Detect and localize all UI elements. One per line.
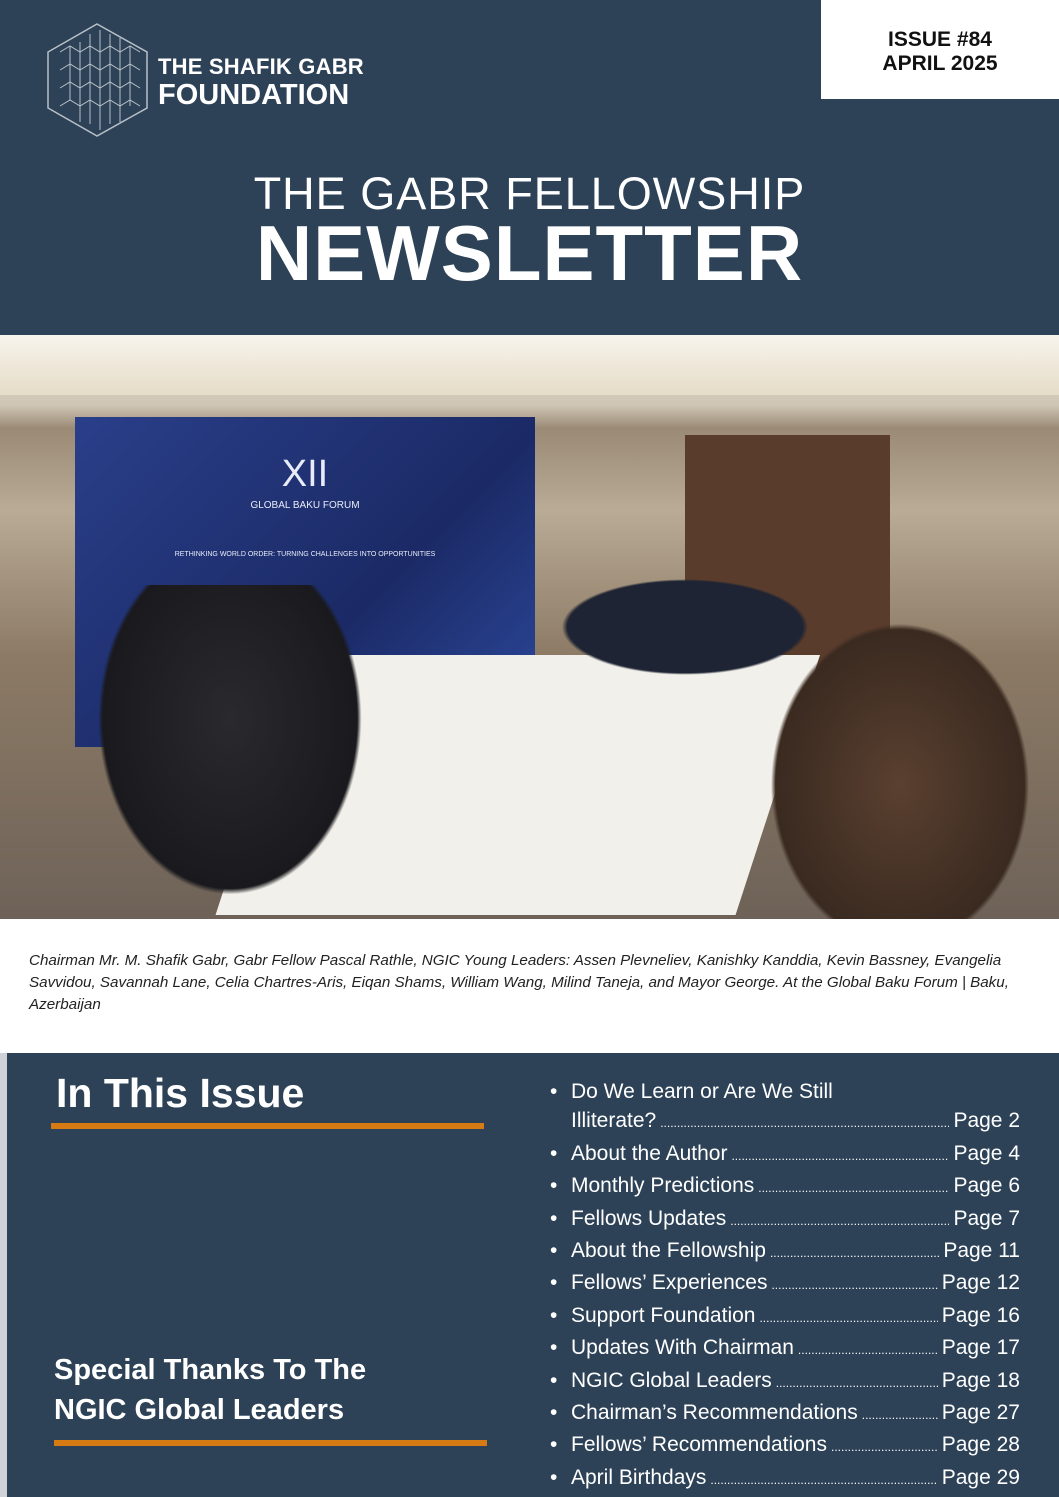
leader-dots <box>798 1336 938 1365</box>
leader-dots <box>710 1466 937 1495</box>
leader-dots <box>831 1433 938 1462</box>
leader-dots <box>730 1207 949 1236</box>
toc-item[interactable] <box>550 1077 1020 1139</box>
toc-item[interactable] <box>550 1139 1020 1171</box>
foundation-logo-icon <box>45 22 150 138</box>
thanks-underline <box>54 1440 487 1446</box>
toc-item-title: • About the Fellowship <box>571 1239 766 1263</box>
thanks-line1: Special Thanks To The <box>54 1354 367 1386</box>
toc-item[interactable] <box>550 1463 1020 1495</box>
toc-item-title-prefix: • Do We Learn or Are We Still <box>571 1080 833 1103</box>
leader-dots <box>731 1142 949 1171</box>
leader-dots <box>660 1109 949 1138</box>
toc-item[interactable] <box>550 1398 1020 1430</box>
toc-item-page: Page 12 <box>941 1271 1020 1295</box>
toc-item-page: Page 2 <box>953 1109 1020 1133</box>
newsletter-title: NEWSLETTER <box>255 209 804 297</box>
leader-dots <box>771 1271 937 1300</box>
toc-item-title: • Fellows Updates <box>571 1206 727 1230</box>
toc-item-title: • Chairman’s Recommendations <box>571 1401 858 1425</box>
toc-item-title: • Monthly Predictions <box>571 1174 755 1198</box>
toc-item[interactable] <box>550 1333 1020 1365</box>
toc-item-page: Page 7 <box>953 1206 1020 1230</box>
toc-item[interactable] <box>550 1430 1020 1462</box>
toc-item-title: • About the Author <box>571 1141 728 1165</box>
ceiling-light <box>0 335 1059 395</box>
heading-underline <box>51 1123 484 1129</box>
toc-item-page: Page 17 <box>941 1336 1020 1360</box>
toc-item-page: Page 11 <box>943 1239 1020 1263</box>
brand-line1: THE SHAFIK GABR <box>158 54 364 79</box>
special-thanks <box>54 1350 366 1430</box>
toc-item-page: Page 28 <box>941 1433 1020 1457</box>
issue-number: ISSUE #84 <box>888 28 992 51</box>
toc-item[interactable] <box>550 1301 1020 1333</box>
cover-photo <box>0 335 1059 919</box>
banner-roman: XII <box>281 453 329 495</box>
toc-item-title: • Updates With Chairman <box>571 1336 794 1360</box>
leader-dots <box>758 1174 949 1203</box>
banner-forum: GLOBAL BAKU FORUM <box>250 500 360 511</box>
toc-item-title: • NGIC Global Leaders <box>571 1368 772 1392</box>
toc-item[interactable] <box>550 1366 1020 1398</box>
toc-item-page: Page 4 <box>953 1141 1020 1165</box>
leader-dots <box>776 1369 938 1398</box>
leader-dots <box>759 1304 937 1333</box>
leader-dots <box>770 1239 939 1268</box>
brand-line2: FOUNDATION <box>158 79 350 111</box>
toc-item[interactable] <box>550 1171 1020 1203</box>
issue-date: APRIL 2025 <box>882 52 998 75</box>
toc-item-title: Illiterate? <box>571 1109 657 1133</box>
leader-dots <box>862 1401 938 1430</box>
header <box>0 0 1059 335</box>
toc-item-title: • Fellows’ Experiences <box>571 1271 768 1295</box>
toc-item-page: Page 18 <box>941 1368 1020 1392</box>
toc-item-page: Page 6 <box>953 1174 1020 1198</box>
toc-item[interactable] <box>550 1204 1020 1236</box>
toc-item[interactable] <box>550 1268 1020 1300</box>
toc-item-page: Page 29 <box>941 1465 1020 1489</box>
toc-item-page: Page 27 <box>941 1401 1020 1425</box>
toc-item-title: • Support Foundation <box>571 1303 756 1327</box>
title-line1: THE GABR FELLOWSHIP <box>253 168 806 219</box>
banner-subtitle: RETHINKING WORLD ORDER: TURNING CHALLENGES INTO OPPORTUNITIES <box>174 551 436 558</box>
toc-item-title: • April Birthdays <box>571 1465 707 1489</box>
toc-item-page: Page 16 <box>941 1303 1020 1327</box>
toc-item[interactable] <box>550 1236 1020 1268</box>
people-left <box>80 585 380 919</box>
issue-box <box>821 0 1059 99</box>
toc-item-title: • Fellows’ Recommendations <box>571 1433 827 1457</box>
photo-caption: Chairman Mr. M. Shafik Gabr, Gabr Fellow Pascal Rathle, NGIC Young Leaders: Assen Plevneliev, Kanishky Kanddia, Kevin Bassney, Evangelia Savvidou, Savannah Lane, Celia Chartres-Aris, Eiqan Shams, William Wang, Milind Taneja, and Mayor George. At the Global Baku Forum | Baku, Azerbaijan <box>29 952 1009 1013</box>
brand-name <box>158 54 364 110</box>
thanks-line2: NGIC Global Leaders <box>54 1394 345 1426</box>
table-of-contents <box>550 1077 1020 1495</box>
people-back <box>500 555 870 675</box>
in-this-issue-heading: In This Issue <box>56 1070 305 1116</box>
